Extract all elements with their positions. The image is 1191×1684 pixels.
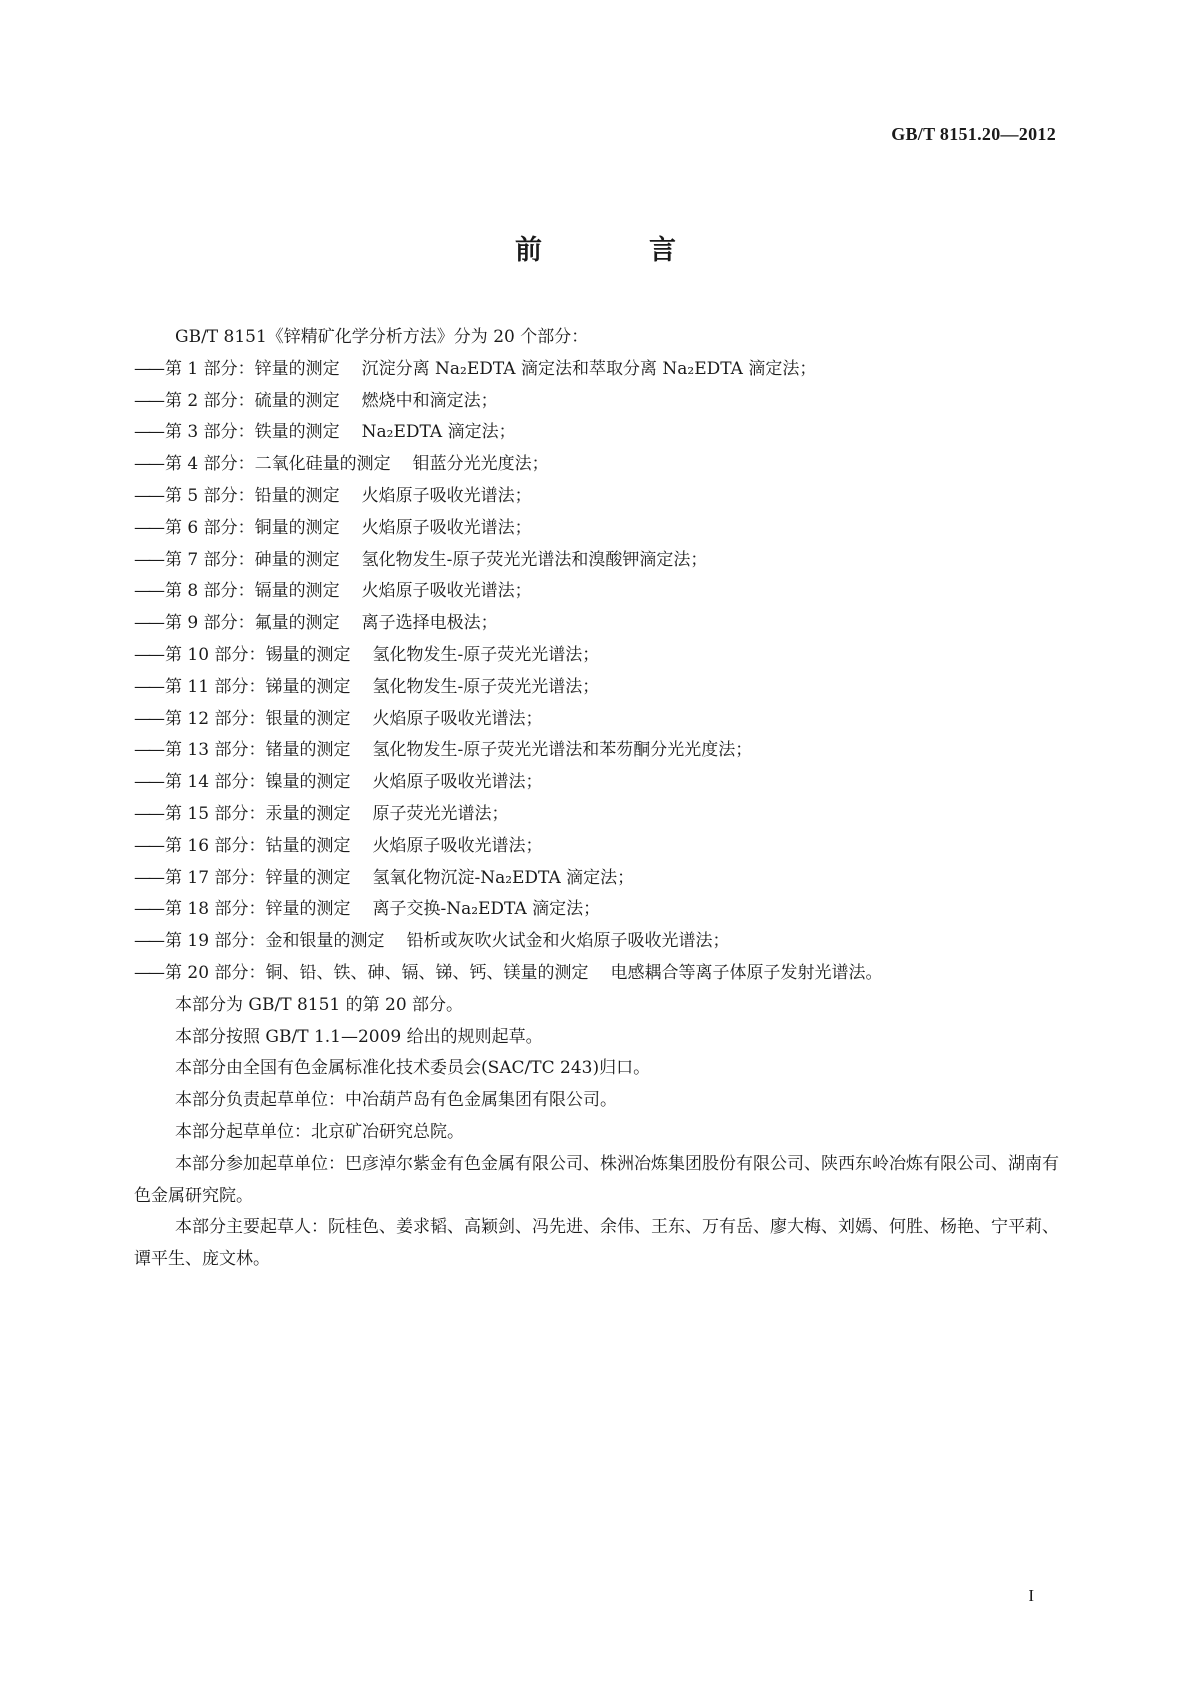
part-method: 火焰原子吸收光谱法； xyxy=(361,485,532,506)
part-method: 离子交换-Na₂EDTA 滴定法； xyxy=(372,899,601,920)
part-item xyxy=(134,767,1068,799)
part-method: 燃烧中和滴定法； xyxy=(361,390,498,411)
part-method: 火焰原子吸收光谱法； xyxy=(372,835,543,856)
part-label: 第 10 部分：锡量的测定 xyxy=(165,644,351,665)
part-label: 第 5 部分：铅量的测定 xyxy=(165,485,340,506)
part-method: 离子选择电极法； xyxy=(361,613,498,634)
part-label: 第 9 部分：氟量的测定 xyxy=(165,613,340,634)
part-label: 第 4 部分：二氧化硅量的测定 xyxy=(165,454,391,475)
part-label: 第 13 部分：锗量的测定 xyxy=(165,740,351,761)
part-label: 第 15 部分：汞量的测定 xyxy=(165,803,351,824)
part-item xyxy=(134,640,1068,672)
part-item xyxy=(134,576,1068,608)
part-item xyxy=(134,449,1068,481)
part-item xyxy=(134,417,1068,449)
paragraph: 本部分按照 GB/T 1.1—2009 给出的规则起草。 xyxy=(175,1026,543,1047)
part-item xyxy=(134,958,1068,990)
part-method: 氢化物发生-原子荧光光谱法和苯芴酮分光光度法； xyxy=(372,740,753,761)
part-item xyxy=(134,894,1068,926)
paragraph: 本部分起草单位：北京矿冶研究总院。 xyxy=(175,1121,464,1142)
part-method: 原子荧光光谱法； xyxy=(372,803,509,824)
paragraph: 本部分由全国有色金属标准化技术委员会(SAC/TC 243)归口。 xyxy=(175,1058,651,1079)
part-label: 第 19 部分：金和银量的测定 xyxy=(165,931,385,952)
paragraph: 本部分主要起草人：阮桂色、姜求韬、高颖剑、冯先进、余伟、王东、万有岳、廖大梅、刘嫣、何胜、杨艳、宁平莉、谭平生、庞文林。 xyxy=(134,1217,1059,1270)
page-title: 前 言 xyxy=(515,235,716,266)
part-item xyxy=(134,481,1068,513)
part-method: 氢化物发生-原子荧光光谱法； xyxy=(372,644,600,665)
part-method: 沉淀分离 Na₂EDTA 滴定法和萃取分离 Na₂EDTA 滴定法； xyxy=(361,358,817,379)
part-method: 钼蓝分光光度法； xyxy=(412,454,549,475)
part-method: 火焰原子吸收光谱法； xyxy=(361,581,532,602)
part-item xyxy=(134,926,1068,958)
part-label: 第 11 部分：锑量的测定 xyxy=(165,676,351,697)
part-method: 电感耦合等离子体原子发射光谱法。 xyxy=(610,962,883,983)
document-body xyxy=(134,322,1068,1276)
part-item xyxy=(134,704,1068,736)
part-label: 第 6 部分：铜量的测定 xyxy=(165,517,340,538)
part-label: 第 12 部分：银量的测定 xyxy=(165,708,351,729)
part-label: 第 16 部分：钴量的测定 xyxy=(165,835,351,856)
part-method: 火焰原子吸收光谱法； xyxy=(361,517,532,538)
part-method: 氢化物发生-原子荧光光谱法和溴酸钾滴定法； xyxy=(361,549,708,570)
part-method: 火焰原子吸收光谱法； xyxy=(372,772,543,793)
parts-list xyxy=(134,354,1068,990)
part-item xyxy=(134,831,1068,863)
part-label: 第 18 部分：锌量的测定 xyxy=(165,899,351,920)
part-label: 第 20 部分：铜、铅、铁、砷、镉、锑、钙、镁量的测定 xyxy=(165,962,589,983)
part-label: 第 2 部分：硫量的测定 xyxy=(165,390,340,411)
paragraph: 本部分参加起草单位：巴彦淖尔紫金有色金属有限公司、株洲冶炼集团股份有限公司、陕西东岭冶炼有限公司、湖南有色金属研究院。 xyxy=(134,1153,1059,1206)
paragraph: 本部分负责起草单位：中冶葫芦岛有色金属集团有限公司。 xyxy=(175,1090,617,1111)
part-item xyxy=(134,799,1068,831)
part-item xyxy=(134,863,1068,895)
intro-line: GB/T 8151《锌精矿化学分析方法》分为 20 个部分： xyxy=(175,327,589,347)
page-number: I xyxy=(1028,1586,1034,1605)
part-label: 第 8 部分：镉量的测定 xyxy=(165,581,340,602)
part-method: 铅析或灰吹火试金和火焰原子吸收光谱法； xyxy=(406,931,730,952)
paragraph: 本部分为 GB/T 8151 的第 20 部分。 xyxy=(175,994,464,1015)
part-label: 第 7 部分：砷量的测定 xyxy=(165,549,340,570)
part-item xyxy=(134,545,1068,577)
part-label: 第 17 部分：锌量的测定 xyxy=(165,867,351,888)
part-label: 第 1 部分：锌量的测定 xyxy=(165,358,340,379)
part-item xyxy=(134,386,1068,418)
part-method: 氢氧化物沉淀-Na₂EDTA 滴定法； xyxy=(372,867,635,888)
part-item xyxy=(134,354,1068,386)
standard-number: GB/T 8151.20—2012 xyxy=(891,124,1056,144)
part-method: 氢化物发生-原子荧光光谱法； xyxy=(372,676,600,697)
part-method: 火焰原子吸收光谱法； xyxy=(372,708,543,729)
part-item xyxy=(134,735,1068,767)
paragraphs xyxy=(134,990,1068,1276)
part-label: 第 3 部分：铁量的测定 xyxy=(165,422,340,443)
part-item xyxy=(134,672,1068,704)
part-method: Na₂EDTA 滴定法； xyxy=(361,422,516,443)
part-item xyxy=(134,513,1068,545)
part-item xyxy=(134,608,1068,640)
part-label: 第 14 部分：镍量的测定 xyxy=(165,772,351,793)
